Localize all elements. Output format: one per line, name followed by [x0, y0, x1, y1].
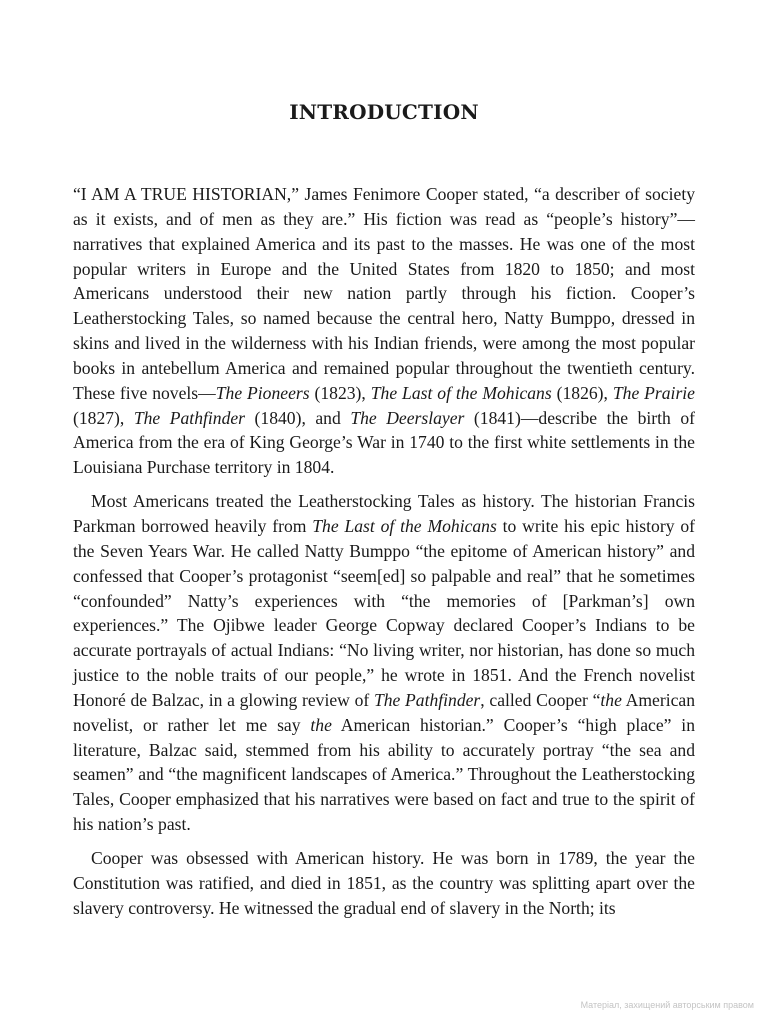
text-segment: (1840), and: [245, 407, 351, 428]
italic-text: The Pathfinder: [133, 407, 246, 428]
italic-text: the: [600, 689, 622, 710]
copyright-watermark: Матеріал, захищений авторським правом: [580, 1000, 754, 1010]
text-segment: (1826),: [551, 382, 613, 403]
text-segment: American novelist, or rather let me say: [73, 689, 695, 735]
text-segment: to write his epic history of the Seven Years War. He called Natty Bumppo “the epitome of American history” and confessed that Cooper’s protagonist “seem[ed] so palpable and real” that he sometimes “confounded” Natty’s experiences with “the memories of [Parkman’s] own experiences.” The Ojibwe leader George Copway declared Cooper’s Indians to be accurate portrayals of actual Indians: “No living writer, nor historian, has done so much justice to the noble traits of our people,” he wrote in 1851. And the French novelist Honoré de Balzac, in a glowing review of: [73, 515, 695, 710]
text-segment: (1823),: [309, 382, 371, 403]
italic-text: the: [310, 714, 332, 735]
text-segment: (1841)—describe the birth of America from the era of King George’s War in 1740 to the first white settlements in the Louisiana Purchase territory in 1804.: [73, 407, 696, 478]
text-segment: (1827),: [73, 407, 134, 428]
body-text: [73, 182, 695, 920]
paragraph: [73, 846, 695, 921]
text-segment: American historian.” Cooper’s “high place” in literature, Balzac said, stemmed from his ability to accurately portray “the sea and seamen” and “the magnificent landscapes of America.” Throughout the Leatherstocking Tales, Cooper emphasized that his narratives were based on fact and true to the spirit of his nation’s past.: [73, 714, 695, 835]
italic-text: The Pioneers: [215, 382, 310, 403]
text-segment: Most Americans treated the Leatherstocking Tales as history. The historian Francis Parkman borrowed heavily from: [73, 491, 695, 536]
italic-text: The Last of the Mohicans: [370, 382, 552, 403]
text-segment: “I AM A TRUE HISTORIAN,” James Fenimore Cooper stated, “a describer of society as it exists, and of men as they are.” His fiction was read as “people’s history”—narratives that explained America and its past to the masses. He was one of the most popular writers in Europe and the United States from 1820 to 1850; and most Americans understood their new nation partly through his fiction. Cooper’s Leatherstocking Tales, so named because the central hero, Natty Bumppo, dressed in skins and lived in the wilderness with his Indian friends, were among the most popular books in antebellum America and remained popular throughout the twentieth century. These five novels—: [73, 184, 695, 403]
text-segment: Cooper was obsessed with American history. He was born in 1789, the year the Constitution was ratified, and died in 1851, as the country was splitting apart over the slavery controversy. He witnessed the gradual end of slavery in the North; its: [73, 847, 695, 918]
italic-text: The Last of the Mohicans: [312, 515, 497, 536]
chapter-title: INTRODUCTION: [289, 100, 479, 124]
italic-text: The Pathfinder: [373, 689, 481, 710]
italic-text: The Deerslayer: [350, 407, 465, 428]
text-segment: , called Cooper “: [480, 689, 601, 710]
paragraph: [73, 489, 695, 837]
italic-text: The Prairie: [612, 382, 695, 403]
paragraph: [73, 182, 695, 480]
